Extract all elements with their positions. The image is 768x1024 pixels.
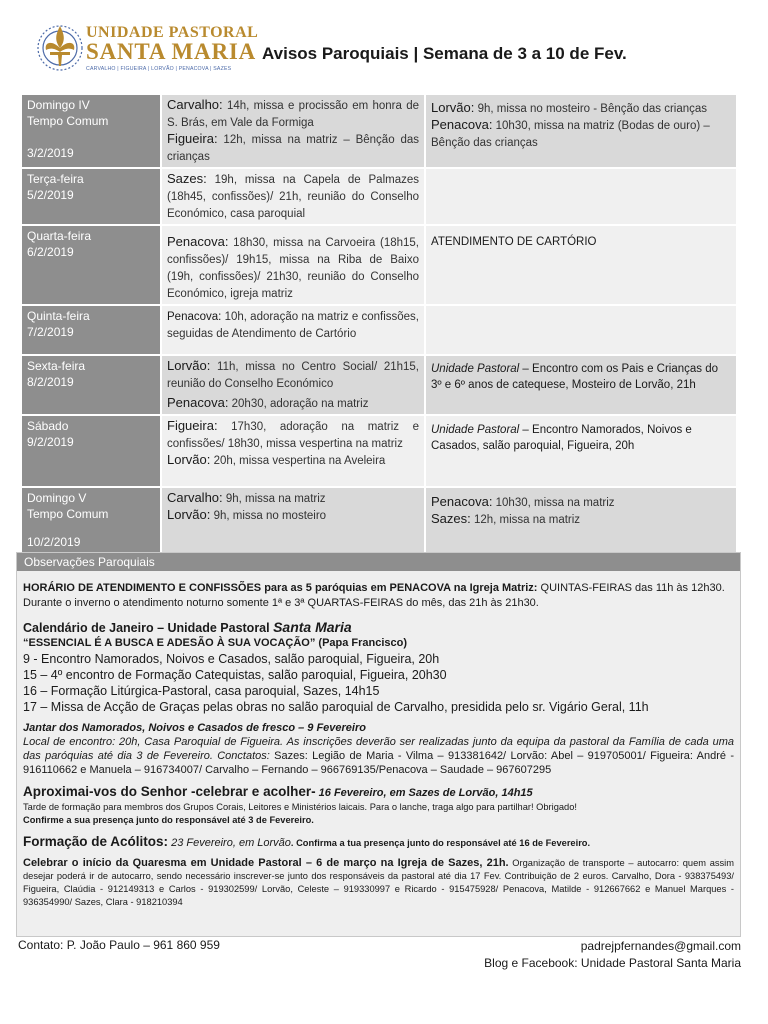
parish-name: Penacova: (431, 117, 493, 132)
schedule-row (21, 415, 737, 487)
schedule-cell-right (425, 355, 737, 415)
parish-name: Carvalho: (167, 490, 223, 505)
aproximai-title: Aproximai-vos do Senhor -celebrar e acolher- (23, 784, 316, 799)
day-cell (21, 415, 161, 487)
schedule-row (21, 487, 737, 553)
event-text: 9h, missa no mosteiro (210, 510, 327, 522)
event-text: 17h30, adoração na matriz e confissões/ 18h30, missa vespertina na matriz (167, 421, 419, 450)
schedule-row (21, 168, 737, 225)
event-text: 12h, missa na matriz – Bênção das crianças (167, 134, 419, 163)
day-name: Quarta-feira (27, 229, 92, 243)
schedule-cell-right (425, 305, 737, 355)
schedule-cell-left (161, 168, 425, 225)
event-text: 11h, missa no Centro Social/ 21h15, reunião do Conselho Económico (167, 361, 419, 390)
parish-name: Carvalho: (167, 97, 223, 112)
day-cell (21, 94, 161, 168)
parish-name: Lorvão: (167, 507, 211, 522)
parish-name: Penacova: (167, 311, 222, 323)
day-season: Tempo Comum (27, 114, 109, 128)
logo-line-3: CARVALHO | FIGUEIRA | LORVÃO | PENACOVA | SAZES (86, 66, 232, 72)
schedule-cell-right (425, 94, 737, 168)
schedule-cell-right (425, 415, 737, 487)
schedule-cell-right (425, 168, 737, 225)
day-cell (21, 305, 161, 355)
day-cell (21, 355, 161, 415)
schedule-cell-right (425, 487, 737, 553)
day-date: 10/2/2019 (27, 535, 81, 549)
parish-name: Lorvão: (167, 358, 211, 373)
schedule-row (21, 225, 737, 305)
calendar-block (23, 619, 734, 715)
horario-title: HORÁRIO DE ATENDIMENTO E CONFISSÕES para as 5 paróquias em PENACOVA na Igreja Matriz: (23, 582, 538, 594)
event-text: 19h, missa na Capela de Palmazes (18h45, confissões)/ 21h, reunião do Conselho Económico, casa paroquial (167, 174, 419, 220)
calendar-title (23, 619, 734, 636)
schedule-cell-right (425, 225, 737, 305)
day-name: Sexta-feira (27, 359, 86, 373)
calendar-item: 15 – 4º encontro de Formação Catequistas, salão paroquial, Figueira, 20h30 (23, 668, 447, 682)
unit-label: Unidade Pastoral (431, 363, 520, 375)
schedule-cell-left (161, 487, 425, 553)
day-date: 8/2/2019 (27, 375, 74, 389)
calendar-title-text: Calendário de Janeiro – Unidade Pastoral (23, 621, 274, 635)
schedule-cell-left (161, 305, 425, 355)
event-text: 10h30, missa na matriz (492, 497, 615, 509)
parish-name: Penacova: (431, 494, 493, 509)
day-name: Terça-feira (27, 172, 84, 186)
logo-line-1: UNIDADE PASTORAL (86, 24, 259, 41)
day-name: Quinta-feira (27, 309, 90, 323)
horario-block (23, 581, 734, 611)
day-date: 6/2/2019 (27, 245, 74, 259)
event-text: 9h, missa na matriz (222, 493, 326, 505)
event-text: 10h30, missa na matriz (Bodas de ouro) – Bênção das crianças (431, 120, 710, 149)
parish-name: Penacova: (167, 395, 229, 410)
blog-text: Blog e Facebook: Unidade Pastoral Santa Maria (484, 956, 741, 970)
unit-label: Unidade Pastoral (431, 424, 520, 436)
schedule-cell-left (161, 415, 425, 487)
contact-text: Contato: P. João Paulo – 961 860 959 (18, 938, 220, 952)
parish-name: Figueira: (167, 418, 218, 433)
day-name: Sábado (27, 419, 69, 433)
logo-text (86, 24, 258, 72)
day-date: 7/2/2019 (27, 325, 74, 339)
parish-name: Sazes: (167, 171, 207, 186)
acolitos-date: 23 Fevereiro, em Lorvão (168, 837, 291, 849)
schedule-cell-left (161, 94, 425, 168)
observations-body (17, 571, 740, 909)
event-text: 10h, adoração na matriz e confissões, seguidas de Atendimento de Cartório (167, 311, 419, 340)
observations-panel (16, 552, 741, 937)
jantar-block (23, 721, 734, 777)
parish-name: Figueira: (167, 131, 218, 146)
page-title: Avisos Paroquiais | Semana de 3 a 10 de Fev. (262, 44, 627, 63)
logo-line-2: SANTA MARIA (86, 39, 257, 64)
schedule-row (21, 94, 737, 168)
acolitos-block (23, 833, 734, 851)
observations-heading: Observações Paroquiais (17, 553, 740, 571)
acolitos-confirm: . Confirma a tua presença junto do responsável até 16 de Fevereiro. (290, 838, 591, 848)
quaresma-text: Organização de transporte – autocarro: quem assim desejar poderá ir de autocarro, sendo necessário inscrever-se junto dos responsáveis da pastoral até dia 17 Fev. Contribuição de 2 euros. Carvalho, Dora - 938375493/ Figueira, Claúdia - 912149313 e Carlos - 919302599/ Lorvão, Celeste – 919330997 e Ricardo - 915475928/ Penacova, Matilde - 912667662 e Manuel Marques - 936354990/ Sazes, Clara - 918210394 (23, 858, 734, 907)
event-text: 18h30, missa na Carvoeira (18h15, confissões)/ 19h15, missa na Riba de Baixo (19h, confissões)/ 21h30, reunião do Conselho Económico, igreja matriz (167, 237, 419, 300)
day-name: Domingo V (27, 491, 87, 505)
day-date: 9/2/2019 (27, 435, 74, 449)
schedule-row (21, 355, 737, 415)
event-text: 20h30, adoração na matriz (228, 398, 369, 410)
event-text: 14h, missa e procissão em honra de S. Brás, em Vale da Formiga (167, 100, 419, 129)
calendar-item: 17 – Missa de Acção de Graças pelas obras no salão paroquial de Carvalho, presidida pelo sr. Vigário Geral, 11h (23, 700, 649, 714)
calendar-item: 16 – Formação Litúrgica-Pastoral, casa paroquial, Sazes, 14h15 (23, 684, 380, 698)
jantar-title: Jantar dos Namorados, Noivos e Casados de fresco – 9 Fevereiro (23, 722, 366, 734)
calendar-item: 9 - Encontro Namorados, Noivos e Casados, salão paroquial, Figueira, 20h (23, 652, 440, 666)
calendar-quote: “ESSENCIAL É A BUSCA E ADESÃO À SUA VOCAÇÃO” (Papa Francisco) (23, 637, 408, 649)
day-date: 5/2/2019 (27, 188, 74, 202)
schedule-row (21, 305, 737, 355)
aproximai-block (23, 783, 734, 827)
calendar-title-italic: Santa Maria (273, 619, 352, 635)
event-text: 9h, missa no mosteiro - Bênção das crianças (474, 103, 708, 115)
quaresma-title: Celebrar o início da Quaresma em Unidade Pastoral – 6 de março na Igreja de Sazes, 21h. (23, 857, 509, 869)
schedule-cell-left (161, 355, 425, 415)
event-text: – Encontro com os Pais e Crianças do 3º e 6º anos de catequese, Mosteiro de Lorvão, 21h (431, 363, 719, 391)
horario-text: QUINTAS-FEIRAS das 11h às 12h30. Durante o inverno o atendimento noturno somente 1ª e 3ª QUARTAS-FEIRAS do mês, das 21h às 21h30. (23, 582, 725, 609)
quaresma-block (23, 857, 734, 909)
parish-name: Lorvão: (431, 100, 475, 115)
jantar-text: Sazes: Legião de Maria - Vilma – 913381642/ Lorvão: Abel – 919705001/ Figueira: André - 916110662 e Manuela – 916734007/ Carvalho – Fernando – 966769135/Penacova – Saudade – 967607295 (23, 750, 734, 776)
aproximai-date: 16 Fevereiro, em Sazes de Lorvão, 14h15 (315, 787, 533, 799)
jantar-text-italic: Local de encontro: 20h, Casa Paroquial de Figueira. As inscrições deverão ser realizadas junto da equipa da pastoral da Família de cada uma das paróquias até dia 3 de Fevereiro. Conctatos: (23, 736, 734, 762)
aproximai-confirm: Confirme a sua presença junto do responsável até 3 de Fevereiro. (23, 815, 314, 825)
email-link[interactable]: padrejpfernandes@gmail.com (580, 939, 741, 953)
day-cell (21, 487, 161, 553)
day-date: 3/2/2019 (27, 146, 74, 160)
event-text: – Encontro Namorados, Noivos e Casados, salão paroquial, Figueira, 20h (431, 424, 692, 452)
event-text: 12h, missa na matriz (470, 514, 581, 526)
aproximai-text: Tarde de formação para membros dos Grupos Corais, Leitores e Ministérios laicais. Para o lanche, traga algo para partilhar! Obrigado! (23, 802, 577, 812)
footer-right (484, 938, 741, 972)
fleur-de-lis-icon (32, 18, 88, 76)
event-text: 20h, missa vespertina na Aveleira (210, 455, 386, 467)
schedule-table (20, 93, 738, 554)
parish-name: Lorvão: (167, 452, 211, 467)
day-cell (21, 225, 161, 305)
schedule-cell-left (161, 225, 425, 305)
day-season: Tempo Comum (27, 507, 109, 521)
cartorio-text: ATENDIMENTO DE CARTÓRIO (431, 236, 597, 248)
parish-name: Penacova: (167, 234, 229, 249)
parish-name: Sazes: (431, 511, 471, 526)
day-cell (21, 168, 161, 225)
acolitos-title: Formação de Acólitos: (23, 834, 169, 849)
day-name: Domingo IV (27, 98, 90, 112)
